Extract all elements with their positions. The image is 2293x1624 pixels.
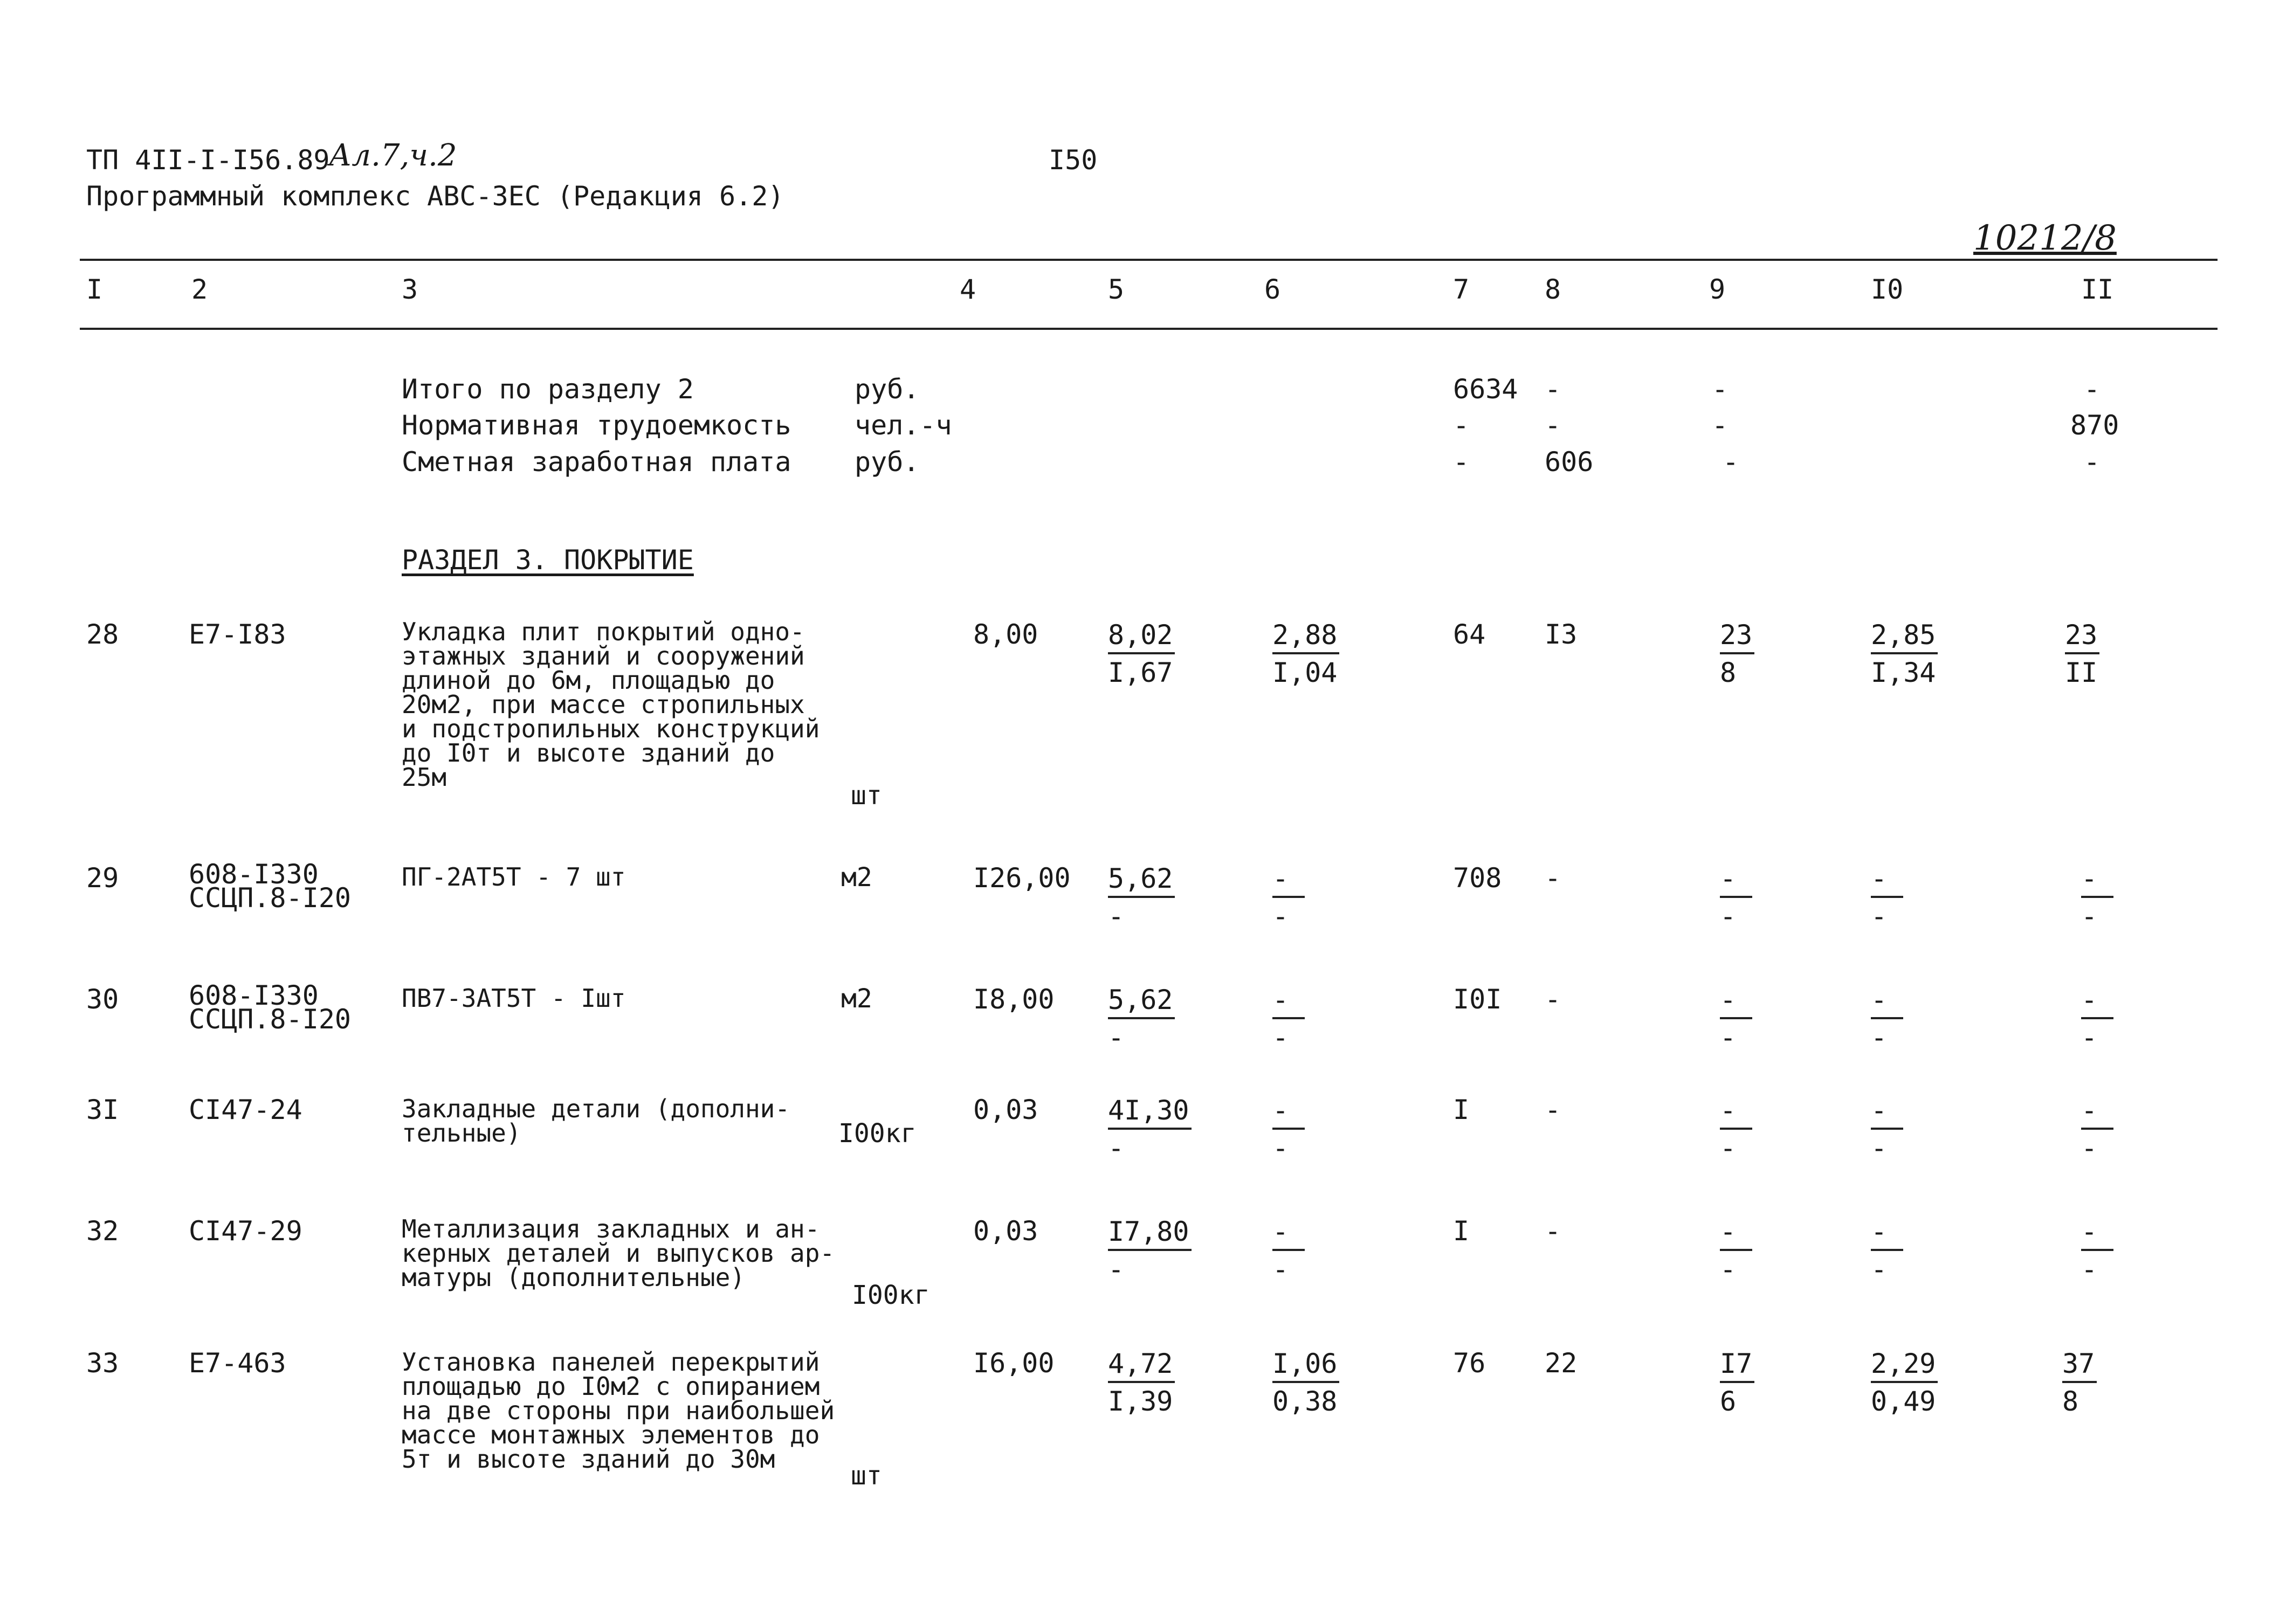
row-description: Укладка плит покрытий одно- этажных зданий и сооружений длиной до 6м, площадью до 20м2, при массе стропильных и подстропильных конструкций до I0т и высоте зданий до 25м — [402, 617, 820, 792]
top-rule — [80, 259, 2218, 261]
row-col11 — [2081, 1094, 2113, 1164]
row-col8: - — [1545, 984, 1561, 1015]
row-col5-bottom: - — [1108, 1132, 1125, 1164]
row-col9-bottom: 6 — [1720, 1386, 1737, 1417]
row-col11-bottom: II — [2065, 657, 2098, 688]
row-col6-top: - — [1272, 984, 1305, 1019]
row-unit: I00кг — [852, 1280, 930, 1310]
row-col5-bottom: - — [1108, 901, 1125, 932]
totals-col9: - — [1723, 446, 1739, 478]
row-description: Установка панелей перекрытий площадью до I0м2 с опиранием на две стороны при наибольшей массе монтажных элементов до 5т и высоте зданий до 30м — [402, 1347, 835, 1474]
row-col10-bottom: - — [1871, 901, 1888, 932]
row-col6 — [1272, 1094, 1305, 1164]
row-col10 — [1871, 1215, 1903, 1286]
row-col10-top: - — [1871, 984, 1903, 1019]
row-col10 — [1871, 619, 1938, 689]
row-unit: шт — [851, 1461, 882, 1491]
row-col6-top: 2,88 — [1272, 619, 1339, 654]
row-number: 33 — [86, 1347, 119, 1379]
row-number: 32 — [86, 1215, 119, 1247]
row-col7: 76 — [1453, 1347, 1486, 1379]
row-col8: - — [1545, 1094, 1561, 1125]
row-code-secondary: ССЦП.8-I20 — [189, 882, 352, 914]
totals-label: Сметная заработная плата — [402, 446, 791, 478]
row-col6-top: I,06 — [1272, 1347, 1339, 1383]
row-col5 — [1108, 862, 1175, 932]
totals-col7: - — [1453, 410, 1470, 441]
totals-col8: 606 — [1545, 446, 1594, 478]
row-number: 29 — [86, 862, 119, 894]
row-col5-bottom: - — [1108, 1254, 1125, 1285]
row-col8: 22 — [1545, 1347, 1578, 1379]
column-number-6: 6 — [1264, 274, 1281, 305]
row-col5 — [1108, 619, 1175, 689]
row-col9-bottom: - — [1720, 1254, 1737, 1285]
row-col10-bottom: - — [1871, 1254, 1888, 1285]
row-col9-top: 23 — [1720, 619, 1754, 654]
row-col5-top: 4I,30 — [1108, 1094, 1192, 1130]
row-col11-top: 23 — [2065, 619, 2099, 654]
row-col7: I — [1453, 1094, 1470, 1125]
row-description: Металлизация закладных и ан- керных деталей и выпусков ар- матуры (дополнительные) — [402, 1214, 835, 1292]
row-col10-bottom: 0,49 — [1871, 1386, 1936, 1417]
row-col6 — [1272, 619, 1339, 689]
row-col10 — [1871, 1094, 1903, 1164]
row-col10-top: - — [1871, 1094, 1903, 1130]
row-description: Закладные детали (дополни- тельные) — [402, 1094, 790, 1148]
row-col9 — [1720, 619, 1754, 689]
row-unit: шт — [851, 780, 882, 811]
row-col9 — [1720, 1094, 1752, 1164]
section-title: РАЗДЕЛ 3. ПОКРЫТИЕ — [402, 544, 694, 576]
row-col5-top: 8,02 — [1108, 619, 1175, 654]
column-number-2: 2 — [191, 274, 208, 305]
column-number-8: 8 — [1545, 274, 1561, 305]
row-col11-bottom: - — [2081, 1022, 2098, 1053]
row-col10-top: 2,29 — [1871, 1347, 1938, 1383]
document-code: ТП 4II-I-I56.89 — [86, 144, 330, 176]
row-col6 — [1272, 984, 1305, 1054]
row-code: 608-I330 — [189, 980, 319, 1011]
stamp-number: 10212/8 — [1973, 218, 2117, 258]
row-col5-bottom: - — [1108, 1022, 1125, 1053]
row-col10-top: - — [1871, 862, 1903, 898]
row-col5 — [1108, 1094, 1192, 1164]
totals-label: Итого по разделу 2 — [402, 374, 694, 405]
row-col8: - — [1545, 862, 1561, 894]
row-col6 — [1272, 1347, 1339, 1418]
row-col11-bottom: 8 — [2062, 1386, 2079, 1417]
row-unit: м2 — [841, 862, 872, 893]
row-col10 — [1871, 862, 1903, 932]
page-number: I50 — [1049, 144, 1098, 176]
row-col10-bottom: I,34 — [1871, 657, 1936, 688]
row-col11-top: - — [2081, 984, 2113, 1019]
row-col5-top: 5,62 — [1108, 984, 1175, 1019]
row-col11 — [2081, 862, 2113, 932]
totals-col7: 6634 — [1453, 374, 1518, 405]
header-bottom-rule — [80, 328, 2218, 330]
row-col11-top: - — [2081, 862, 2113, 898]
column-number-7: 7 — [1453, 274, 1470, 305]
row-col11 — [2062, 1347, 2097, 1418]
column-number-1: I — [86, 274, 103, 305]
row-description: ПВ7-ЗАТ5Т - Iшт — [402, 984, 626, 1013]
handwritten-reference: Ал.7,ч.2 — [329, 138, 457, 173]
row-col7: I0I — [1453, 984, 1502, 1015]
row-unit: м2 — [841, 984, 872, 1014]
column-number-5: 5 — [1108, 274, 1125, 305]
row-col9-bottom: 8 — [1720, 657, 1737, 688]
row-code: СI47-29 — [189, 1215, 302, 1247]
row-col6-top: - — [1272, 1215, 1305, 1251]
row-unit: I00кг — [838, 1118, 917, 1149]
row-col9-top: - — [1720, 862, 1752, 898]
row-col4: I6,00 — [973, 1347, 1055, 1379]
column-number-9: 9 — [1709, 274, 1726, 305]
row-col9-bottom: - — [1720, 1132, 1737, 1164]
row-code: Е7-I83 — [189, 619, 286, 650]
totals-label: Нормативная трудоемкость — [402, 410, 791, 441]
row-col6-bottom: 0,38 — [1272, 1386, 1338, 1417]
row-col10-bottom: - — [1871, 1022, 1888, 1053]
row-col10 — [1871, 1347, 1938, 1418]
row-col5 — [1108, 1215, 1192, 1286]
column-number-3: 3 — [402, 274, 418, 305]
row-col9 — [1720, 1347, 1754, 1418]
row-col11-bottom: - — [2081, 901, 2098, 932]
row-col4: 8,00 — [973, 619, 1038, 650]
totals-unit: чел.-ч — [855, 410, 952, 441]
column-number-10: I0 — [1871, 274, 1904, 305]
row-col6-bottom: I,04 — [1272, 657, 1338, 688]
totals-col8: - — [1545, 374, 1561, 405]
row-col11 — [2081, 984, 2113, 1054]
row-col9-bottom: - — [1720, 1022, 1737, 1053]
totals-col8: - — [1545, 410, 1561, 441]
row-col7: 64 — [1453, 619, 1486, 650]
row-col9 — [1720, 984, 1752, 1054]
row-col5-top: 4,72 — [1108, 1347, 1175, 1383]
totals-unit: руб. — [855, 446, 920, 478]
row-col11-bottom: - — [2081, 1254, 2098, 1285]
row-col9-top: - — [1720, 984, 1752, 1019]
row-col8: - — [1545, 1215, 1561, 1247]
row-col8: I3 — [1545, 619, 1578, 650]
row-col4: I8,00 — [973, 984, 1055, 1015]
program-title: Программный комплекс АВС-ЗЕС (Редакция 6.2) — [86, 181, 784, 212]
row-col11 — [2081, 1215, 2113, 1286]
row-col9-top: - — [1720, 1094, 1752, 1130]
row-code: 608-I330 — [189, 859, 319, 890]
row-col4: 0,03 — [973, 1215, 1038, 1247]
totals-col9: - — [1712, 374, 1729, 405]
row-description: ПГ-2АТ5Т - 7 шт — [402, 862, 626, 892]
row-col6-bottom: - — [1272, 1132, 1289, 1164]
row-col9-top: I7 — [1720, 1347, 1754, 1383]
row-col7: I — [1453, 1215, 1470, 1247]
row-col11-top: - — [2081, 1215, 2113, 1251]
row-col10-bottom: - — [1871, 1132, 1888, 1164]
row-col5-bottom: I,39 — [1108, 1386, 1173, 1417]
row-col10-top: 2,85 — [1871, 619, 1938, 654]
row-number: 3I — [86, 1094, 119, 1125]
row-col9-top: - — [1720, 1215, 1752, 1251]
row-col4: 0,03 — [973, 1094, 1038, 1125]
totals-col11: - — [2084, 374, 2101, 405]
row-code: Е7-463 — [189, 1347, 286, 1379]
row-col10-top: - — [1871, 1215, 1903, 1251]
row-col6 — [1272, 862, 1305, 932]
row-col5-top: I7,80 — [1108, 1215, 1192, 1251]
row-col5-bottom: I,67 — [1108, 657, 1173, 688]
row-code-secondary: ССЦП.8-I20 — [189, 1004, 352, 1035]
row-col11 — [2065, 619, 2099, 689]
row-col11-top: - — [2081, 1094, 2113, 1130]
row-col6-top: - — [1272, 1094, 1305, 1130]
row-number: 28 — [86, 619, 119, 650]
row-col10 — [1871, 984, 1903, 1054]
row-col9-bottom: - — [1720, 901, 1737, 932]
row-col6-bottom: - — [1272, 1254, 1289, 1285]
row-col5-top: 5,62 — [1108, 862, 1175, 898]
totals-col11: 870 — [2070, 410, 2119, 441]
row-col4: I26,00 — [973, 862, 1071, 894]
row-number: 30 — [86, 984, 119, 1015]
row-col5 — [1108, 1347, 1175, 1418]
row-col6-bottom: - — [1272, 1022, 1289, 1053]
row-col11-bottom: - — [2081, 1132, 2098, 1164]
row-code: СI47-24 — [189, 1094, 302, 1125]
totals-col9: - — [1712, 410, 1729, 441]
row-col6-bottom: - — [1272, 901, 1289, 932]
totals-col7: - — [1453, 446, 1470, 478]
row-col5 — [1108, 984, 1175, 1054]
totals-col11: - — [2084, 446, 2101, 478]
totals-unit: руб. — [855, 374, 920, 405]
column-number-11: II — [2081, 274, 2114, 305]
row-col11-top: 37 — [2062, 1347, 2097, 1383]
row-col9 — [1720, 1215, 1752, 1286]
column-number-4: 4 — [960, 274, 976, 305]
row-col7: 708 — [1453, 862, 1502, 894]
row-col6 — [1272, 1215, 1305, 1286]
row-col9 — [1720, 862, 1752, 932]
row-col6-top: - — [1272, 862, 1305, 898]
